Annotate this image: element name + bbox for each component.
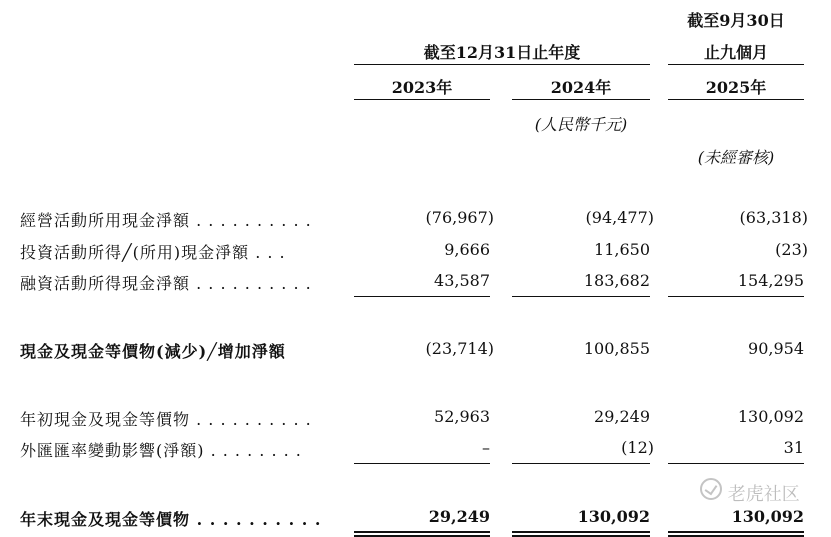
total-rule-2025: [668, 463, 804, 464]
table-cell: 29,249: [428, 507, 490, 526]
year-underline-2024: [512, 99, 650, 100]
table-cell: 29,249: [594, 407, 650, 426]
total-rule-2024: [512, 463, 650, 464]
row-label-net-change: 現金及現金等價物(減少)╱增加淨額: [20, 342, 286, 361]
year-header-2025: 2025年: [705, 78, 767, 97]
table-cell: (76,967): [425, 208, 494, 227]
year-header-2024: 2024年: [550, 78, 612, 97]
table-cell: 9,666: [444, 240, 490, 259]
double-rule-2025-top: [668, 531, 804, 533]
subtotal-rule-2024: [512, 296, 650, 297]
table-cell: 183,682: [583, 271, 650, 290]
nine-month-header-line1: 截至9月30日: [687, 11, 785, 30]
subtotal-rule-2023: [354, 296, 490, 297]
table-cell: 31: [783, 438, 804, 457]
tiger-logo-icon: [700, 478, 722, 500]
year-underline-2025: [668, 99, 804, 100]
table-cell: 43,587: [434, 271, 490, 290]
total-rule-2023: [354, 463, 490, 464]
row-label-financing: 融資活動所得現金淨額 . . . . . . . . . .: [20, 274, 312, 293]
nine-month-header-line2: 止九個月: [703, 43, 768, 62]
table-cell: 130,092: [731, 507, 804, 526]
unaudited-label: (未經審核): [697, 148, 775, 167]
nine-month-header-underline: [668, 64, 804, 65]
row-label-operating: 經營活動所用現金淨額 . . . . . . . . . .: [20, 211, 312, 230]
row-label-closing-cash: 年末現金及現金等價物 . . . . . . . . . .: [20, 510, 322, 529]
table-cell: 130,092: [737, 407, 804, 426]
table-cell: –: [482, 438, 490, 457]
year-header-2023: 2023年: [391, 78, 453, 97]
row-label-investing: 投資活動所得╱(所用)現金淨額 . . .: [20, 243, 286, 262]
table-cell: 52,963: [434, 407, 490, 426]
table-cell: 130,092: [577, 507, 650, 526]
watermark: [700, 478, 800, 506]
double-rule-2023-top: [354, 531, 490, 533]
table-cell: 90,954: [748, 339, 804, 358]
row-label-fx-effect: 外匯匯率變動影響(淨額) . . . . . . . .: [20, 441, 302, 460]
group-header-underline: [354, 64, 650, 65]
table-cell: (63,318): [739, 208, 808, 227]
table-cell: (23,714): [425, 339, 494, 358]
table-cell: (23): [775, 240, 808, 259]
table-cell: 154,295: [737, 271, 804, 290]
row-label-opening-cash: 年初現金及現金等價物 . . . . . . . . . .: [20, 410, 312, 429]
year-group-header: 截至12月31日止年度: [423, 43, 581, 62]
table-cell: (12): [621, 438, 654, 457]
double-rule-2024-top: [512, 531, 650, 533]
table-cell: 11,650: [594, 240, 650, 259]
subtotal-rule-2025: [668, 296, 804, 297]
currency-unit-label: (人民幣千元): [534, 115, 628, 134]
table-cell: (94,477): [585, 208, 654, 227]
watermark-text: 老虎社区: [727, 484, 800, 505]
table-cell: 100,855: [583, 339, 650, 358]
year-underline-2023: [354, 99, 490, 100]
